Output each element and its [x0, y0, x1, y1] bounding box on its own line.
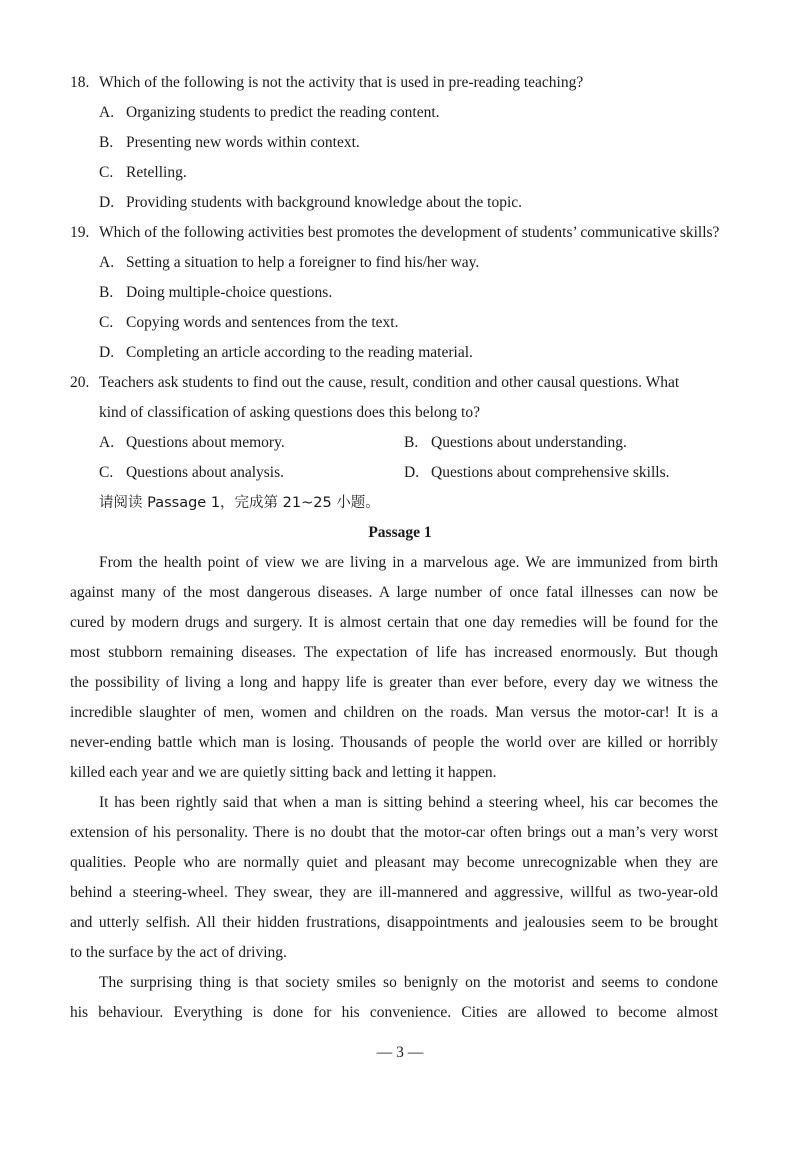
option-letter: C.	[99, 464, 114, 481]
option-d	[99, 188, 522, 218]
option-c	[99, 158, 187, 188]
passage-line: killed each year and we are quietly sitting back and letting it happen.	[70, 764, 497, 781]
option-letter: A.	[99, 104, 115, 121]
page-number: — 3 —	[376, 1044, 424, 1061]
passage-line: qualities. People who are normally quiet and pleasant may become unrecognizable when they are	[70, 854, 718, 871]
option-text: Completing an article according to the reading material.	[126, 344, 473, 361]
passage-line: extension of his personality. There is no doubt that the motor-car often brings out a man’s very worst	[70, 824, 718, 841]
option-text: Organizing students to predict the reading content.	[126, 104, 440, 121]
option-b	[99, 128, 360, 158]
option-letter: D.	[404, 464, 420, 481]
passage-title: Passage 1	[368, 524, 432, 541]
option-text: Questions about memory.	[126, 434, 285, 451]
passage-line: behind a steering-wheel. They swear, they are ill-mannered and aggressive, willful as two-year-old	[70, 884, 718, 901]
option-text: Setting a situation to help a foreigner to find his/her way.	[126, 254, 480, 271]
option-text: Presenting new words within context.	[126, 134, 360, 151]
question-number: 19.	[70, 224, 90, 241]
option-letter: C.	[99, 314, 114, 331]
option-letter: A.	[99, 254, 115, 271]
option-text: Questions about understanding.	[431, 434, 627, 451]
passage-line: The surprising thing is that society smiles so benignly on the motorist and seems to condone	[99, 974, 718, 991]
passage-line: never-ending battle which man is losing. Thousands of people the world over are killed or horribly	[70, 734, 718, 751]
option-b	[404, 428, 627, 458]
question-number: 18.	[70, 74, 90, 91]
passage-line: against many of the most dangerous diseases. A large number of once fatal illnesses can now be	[70, 584, 718, 601]
passage-line: incredible slaughter of men, women and children on the roads. Man versus the motor-car! It is a	[70, 704, 718, 721]
option-text: Providing students with background knowledge about the topic.	[126, 194, 523, 211]
option-a	[99, 248, 479, 278]
option-letter: A.	[99, 434, 115, 451]
question-text: Which of the following activities best promotes the development of students’ communicative skills?	[99, 224, 720, 241]
passage-line: his behaviour. Everything is done for his convenience. Cities are allowed to become almost	[70, 1004, 718, 1021]
question-text: Teachers ask students to find out the cause, result, condition and other causal questions. What	[99, 374, 680, 391]
option-text: Questions about comprehensive skills.	[431, 464, 670, 481]
question-text: Which of the following is not the activity that is used in pre-reading teaching?	[99, 74, 584, 91]
passage-line: From the health point of view we are living in a marvelous age. We are immunized from birth	[99, 554, 718, 571]
option-c	[99, 308, 398, 338]
option-letter: D.	[99, 194, 115, 211]
question-text-continued: kind of classification of asking questions does this belong to?	[99, 404, 480, 421]
option-text: Retelling.	[126, 164, 187, 181]
passage-line: and utterly selfish. All their hidden frustrations, disappointments and jealousies seem to be brought	[70, 914, 718, 931]
option-text: Doing multiple-choice questions.	[126, 284, 333, 301]
option-d	[404, 458, 670, 488]
passage-line: cured by modern drugs and surgery. It is almost certain that one day remedies will be found for the	[70, 614, 718, 631]
option-d	[99, 338, 473, 368]
option-letter: B.	[99, 284, 114, 301]
option-letter: B.	[99, 134, 114, 151]
option-letter: B.	[404, 434, 419, 451]
reading-instruction: 请阅读 Passage 1，完成第 21~25 小题。	[99, 495, 380, 511]
option-c	[99, 458, 284, 488]
passage-line: the possibility of living a long and happy life is greater than ever before, every day we witness the	[70, 674, 718, 691]
option-a	[99, 98, 440, 128]
option-letter: C.	[99, 164, 114, 181]
passage-line: to the surface by the act of driving.	[70, 944, 287, 961]
passage-line: It has been rightly said that when a man is sitting behind a steering wheel, his car becomes the	[99, 794, 718, 811]
passage-line: most stubborn remaining diseases. The expectation of life has increased enormously. But though	[70, 644, 718, 661]
option-b	[99, 278, 332, 308]
option-a	[99, 428, 285, 458]
question-number: 20.	[70, 374, 90, 391]
option-text: Questions about analysis.	[126, 464, 284, 481]
option-letter: D.	[99, 344, 115, 361]
option-text: Copying words and sentences from the text.	[126, 314, 399, 331]
